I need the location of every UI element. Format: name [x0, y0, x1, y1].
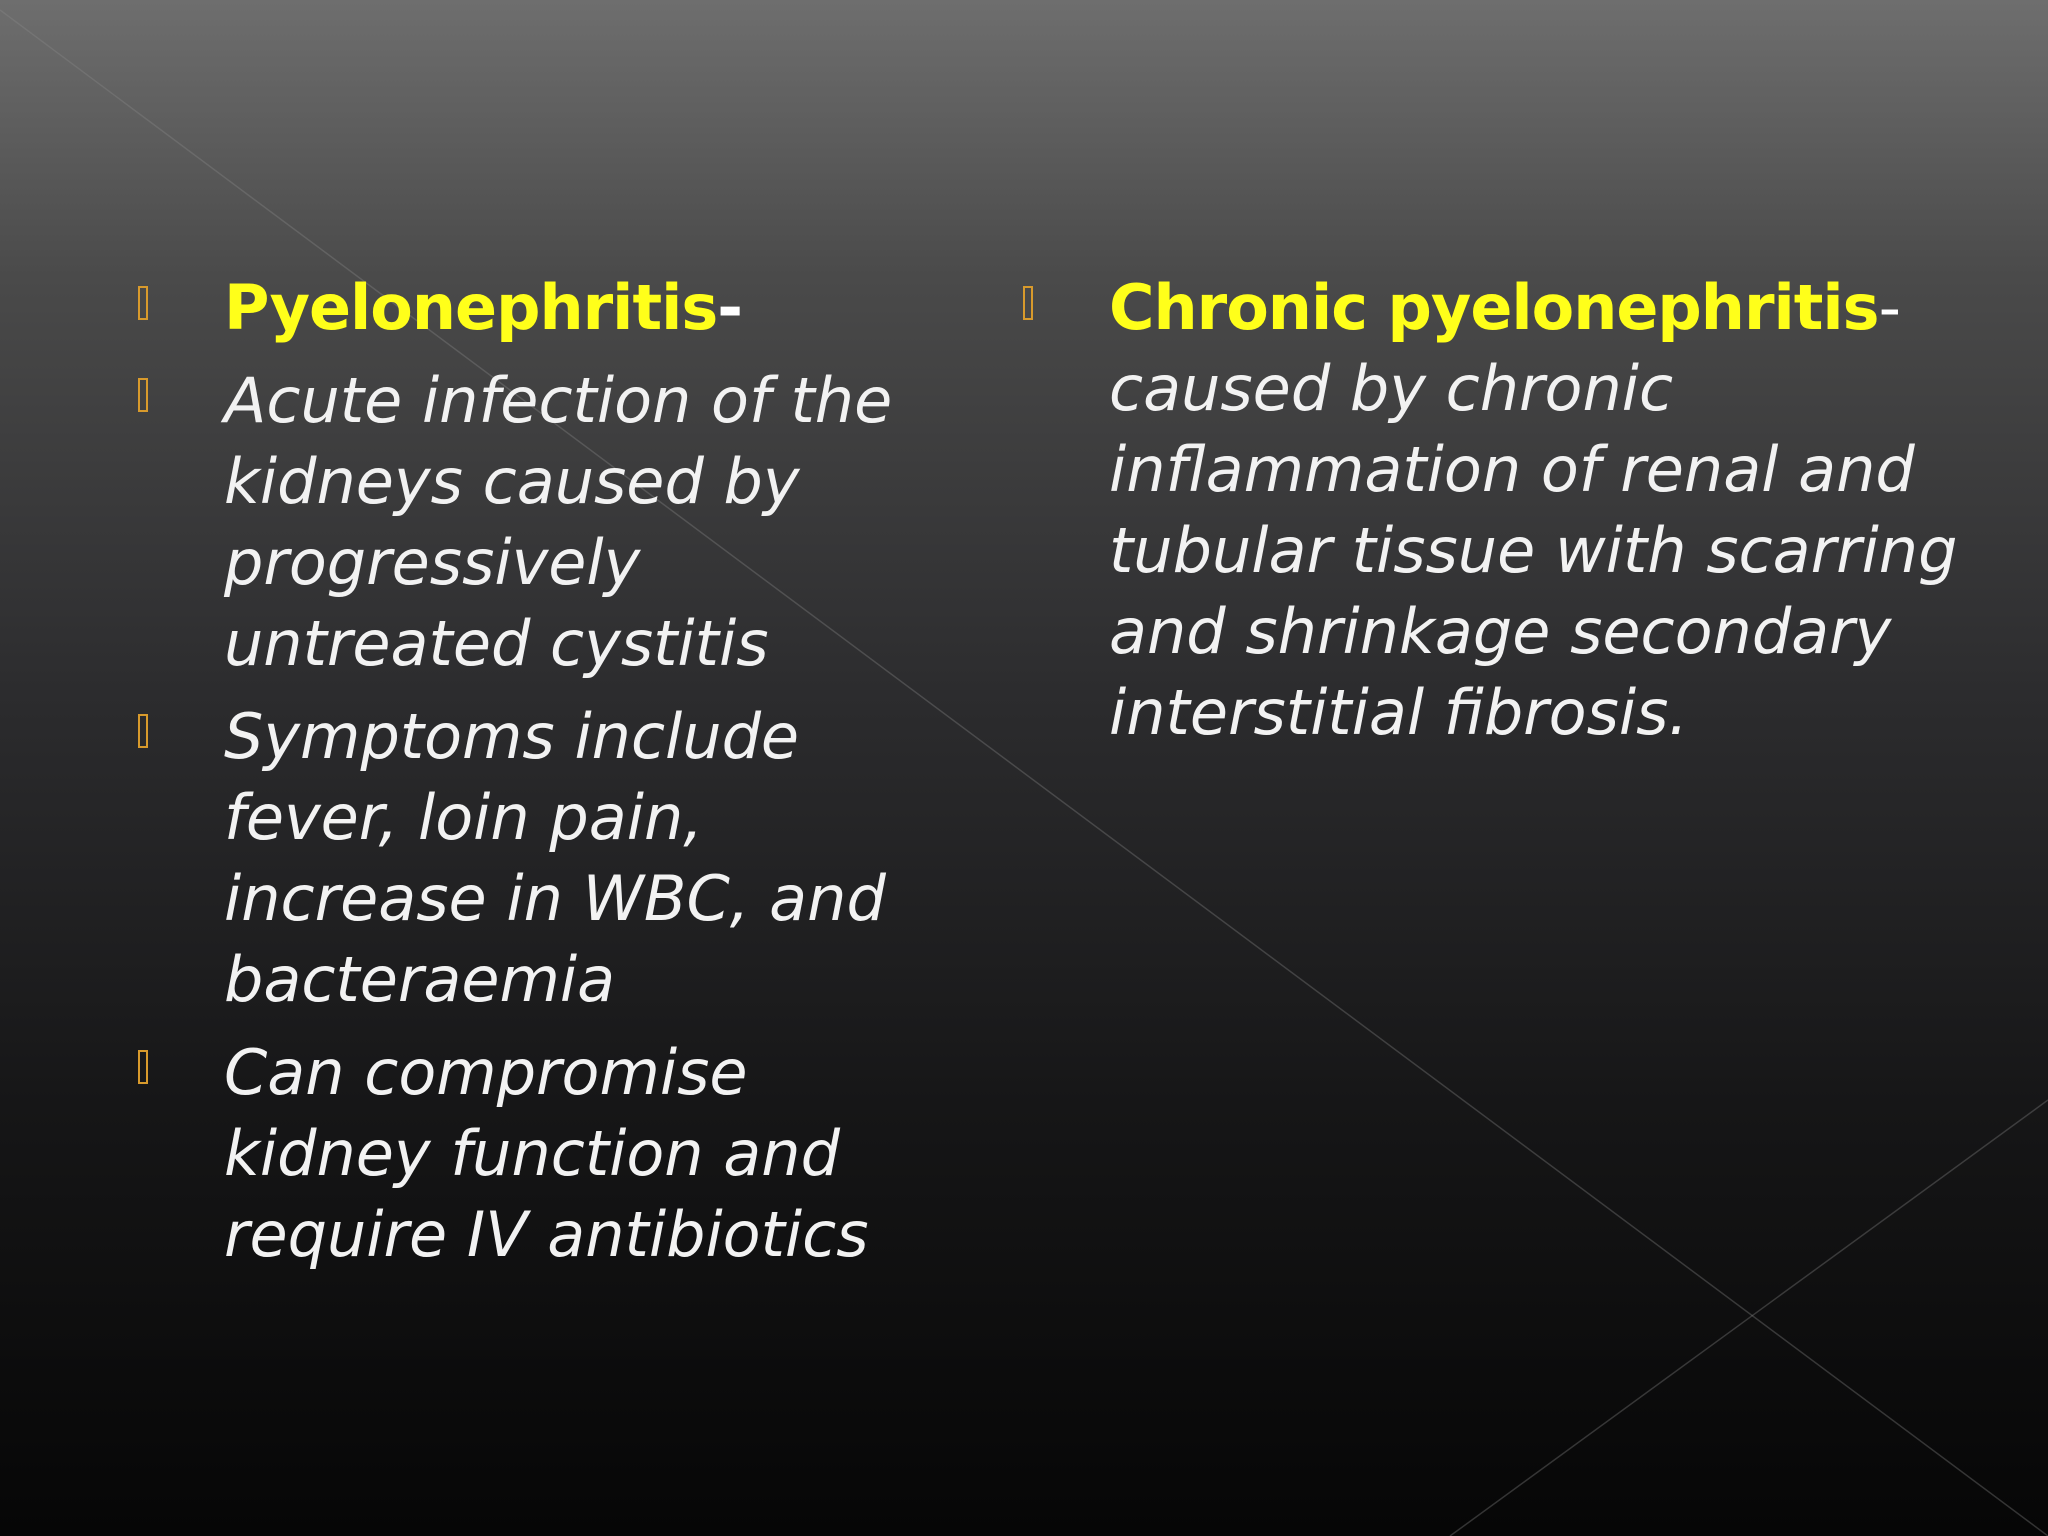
bullet-marker-icon [138, 286, 148, 320]
bullet-marker-icon [138, 714, 148, 748]
left-column [132, 268, 962, 1287]
bullet-marker-icon [138, 378, 148, 412]
bullet-text: Symptoms include fever, loin pain, increase in WBC, and bacteraemia [224, 700, 886, 1016]
bullet-marker-icon [138, 1050, 148, 1084]
bullet-text: Can compromise kidney function and require IV antibiotics [224, 1036, 869, 1271]
bullet-item [132, 360, 962, 684]
bullet-heading-pyelonephritis [132, 268, 962, 348]
bullet-text: Acute infection of the kidneys caused by progressively untreated cystitis [224, 364, 893, 680]
bullet-chronic-pyelonephritis [1017, 268, 2027, 753]
right-column [1017, 268, 2027, 765]
heading-chronic-pyelonephritis: Chronic pyelonephritis- [1109, 271, 1900, 344]
bullet-marker-icon [1023, 286, 1033, 320]
heading-pyelonephritis: Pyelonephritis- [224, 271, 742, 344]
bullet-item [132, 1032, 962, 1275]
chronic-pyelonephritis-description: caused by chronic inflammation of renal and tubular tissue with scarring and shrinkage secondary interstitial fibrosis. [1109, 352, 1958, 749]
bullet-item [132, 696, 962, 1020]
